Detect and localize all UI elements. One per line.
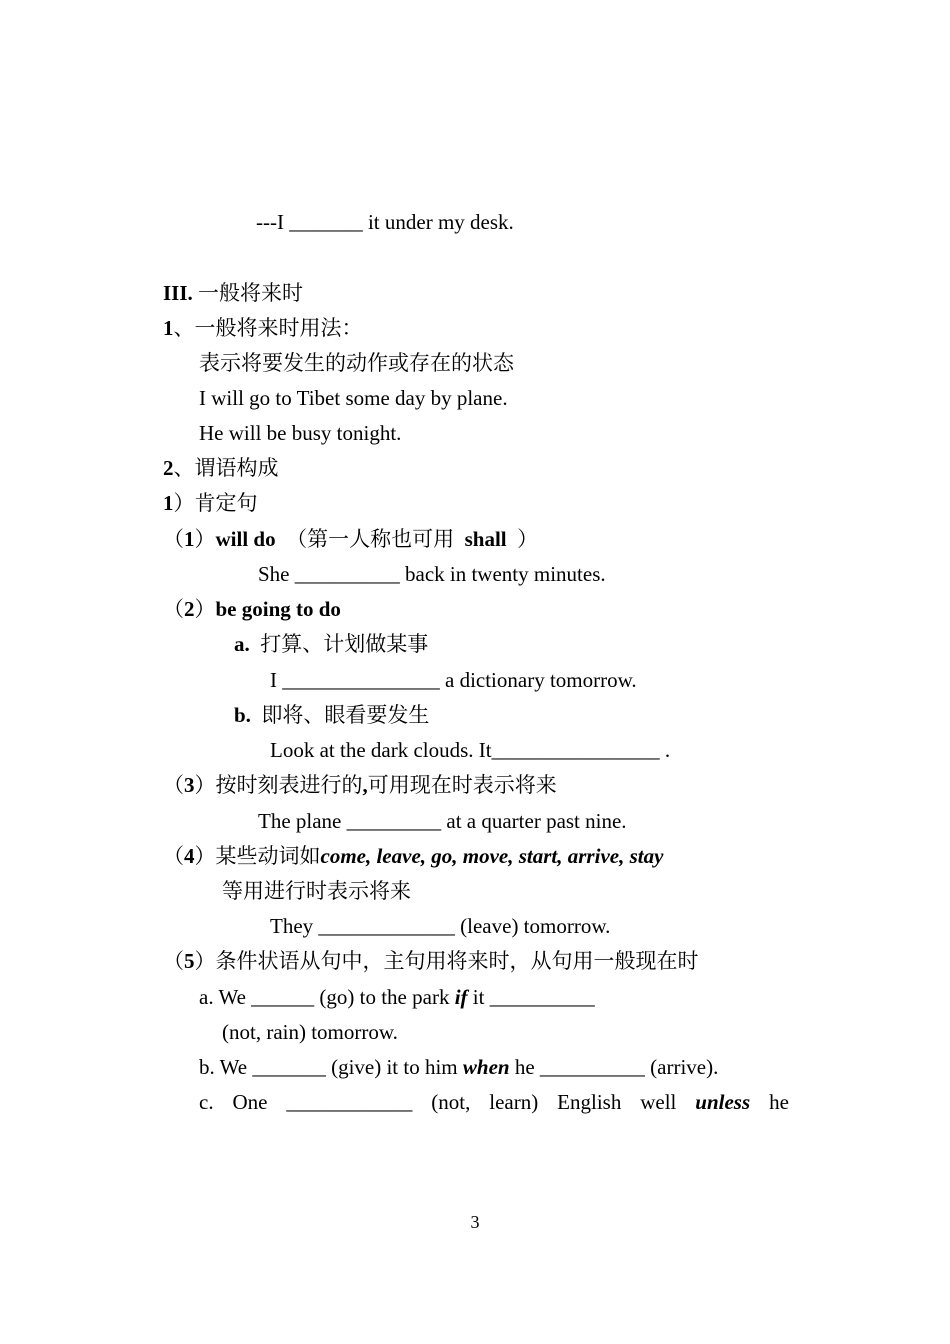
usage-description: 表示将要发生的动作或存在的状态 [199, 351, 514, 375]
exercise-sentence: She __________ back in twenty minutes. [258, 562, 606, 586]
rule-will-do: （1）will do （第一人称也可用 shall ） [163, 527, 539, 551]
rule-be-going-to: （2）be going to do [163, 597, 341, 621]
rule-continuation: 等用进行时表示将来 [222, 879, 411, 903]
exercise-sentence: The plane _________ at a quarter past nine. [258, 809, 627, 833]
exercise-a: a. We ______ (go) to the park if it __________ [199, 985, 595, 1009]
exercise-c: c. One ____________ (not, learn) English well unless he [199, 1090, 789, 1114]
section-heading-future-tense [163, 280, 303, 306]
exercise-sentence: They _____________ (leave) tomorrow. [270, 914, 611, 938]
subheading-affirmative: 1）肯定句 [163, 491, 258, 515]
exercise-b: b. We _______ (give) it to him when he __________ (arrive). [199, 1055, 719, 1079]
example-sentence: He will be busy tonight. [199, 421, 402, 445]
page-number: 3 [470, 1212, 480, 1232]
subheading-predicate: 2、谓语构成 [163, 456, 279, 480]
rule-timetable: （3）按时刻表进行的,可用现在时表示将来 [163, 773, 557, 797]
section-numeral: III. [163, 281, 193, 305]
exercise-sentence: Look at the dark clouds. It________________ . [270, 738, 671, 762]
rule-conditional: （5）条件状语从句中，主句用将来时，从句用一般现在时 [163, 949, 699, 973]
exercise-sentence: I _______________ a dictionary tomorrow. [270, 668, 637, 692]
answer-line: ---I _______ it under my desk. [256, 210, 514, 234]
rule-progressive-verbs: （4）某些动词如come, leave, go, move, start, arrive, stay [163, 844, 664, 868]
sub-rule-a: a. 打算、计划做某事 [234, 632, 429, 656]
exercise-a-continuation: (not, rain) tomorrow. [222, 1020, 398, 1044]
subheading-usage: 1、一般将来时用法： [163, 316, 363, 340]
section-title: 一般将来时 [198, 281, 304, 305]
sub-rule-b: b. 即将、眼看要发生 [234, 703, 430, 727]
example-sentence: I will go to Tibet some day by plane. [199, 386, 508, 410]
